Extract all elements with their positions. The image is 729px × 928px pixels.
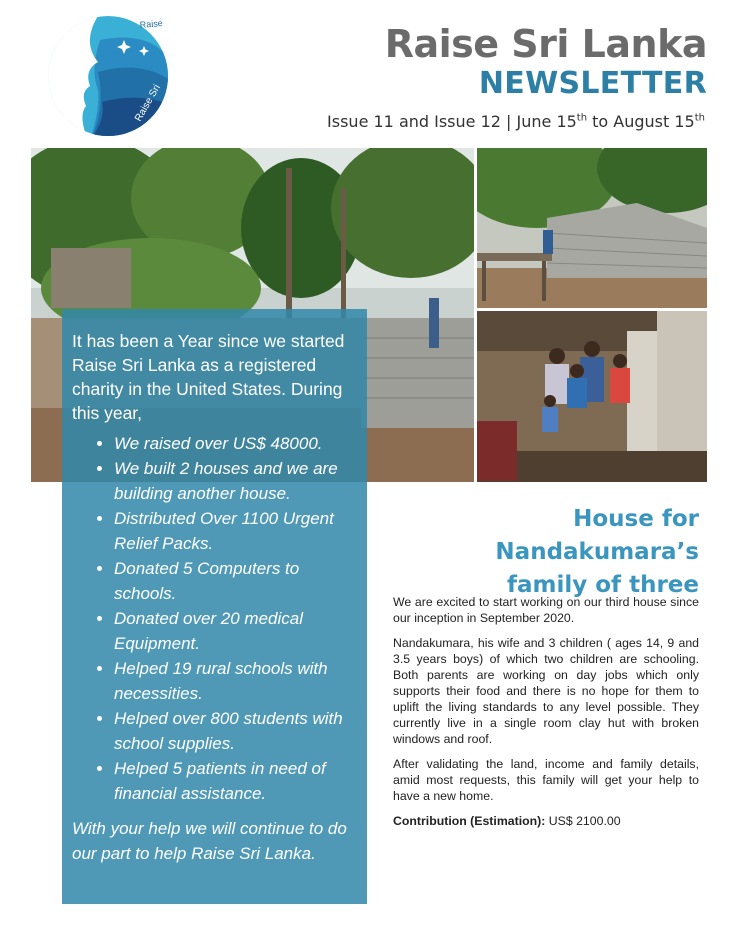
highlights-closing: With your help we will continue to do our part to help Raise Sri Lanka. [72,819,347,863]
issue-line [327,112,705,131]
list-item: • Helped 19 rural schools with necessities. [114,656,357,706]
article-title-line2: family of three [507,572,699,598]
svg-text:Raise Sri: Raise Sri [133,82,163,124]
contribution-label: Contribution (Estimation): [393,814,546,828]
list-item: • Helped over 800 students with school supplies. [114,706,357,756]
article-paragraph: After validating the land, income and family details, amid most requests, this family will get your help to have a new home. [393,757,699,803]
list-item: • We raised over US$ 48000. [114,431,357,456]
logo [40,10,168,140]
svg-text:Raise: Raise [139,18,164,30]
issue-prefix: Issue 11 and Issue 12 | June 15 [327,112,577,131]
logo-text [168,10,169,11]
article-title [392,503,699,602]
highlights-box [62,309,367,904]
list-item: • We built 2 houses and we are building another house. [114,456,357,506]
page-subtitle: NEWSLETTER [478,66,707,101]
article-body [393,594,699,838]
list-item: • Helped 5 patients in need of financial assistance. [114,756,357,806]
contribution-line [393,813,699,829]
list-item: • Donated 5 Computers to schools. [114,556,357,606]
contribution-value: US$ 2100.00 [545,814,621,828]
article-title-line1: House for Nandakumara’s [495,506,699,565]
highlights-list [72,431,357,806]
list-item: • Donated over 20 medical Equipment. [114,606,357,656]
family-photo [477,311,707,482]
page-title: Raise Sri Lanka [384,22,707,66]
issue-middle: to August 15 [587,112,695,131]
wall-photo [477,148,707,308]
article-paragraph: We are excited to start working on our third house since our inception in September 2020. [393,595,699,625]
highlights-intro: It has been a Year since we started Raise Sri Lanka as a registered charity in the United States. During this year, [72,331,345,423]
issue-sup-1: th [576,112,588,124]
article-paragraph: Nandakumara, his wife and 3 children ( ages 14, 9 and 3.5 years boys) of which two children are schooling. Both parents are working on day jobs which only supports their food and there is no hope for them to uplift the living standards to any level possible. They currently live in a single room clay hut with broken windows and roof. [393,636,699,746]
issue-sup-2: th [694,112,705,124]
list-item: • Distributed Over 1100 Urgent Relief Packs. [114,506,357,556]
